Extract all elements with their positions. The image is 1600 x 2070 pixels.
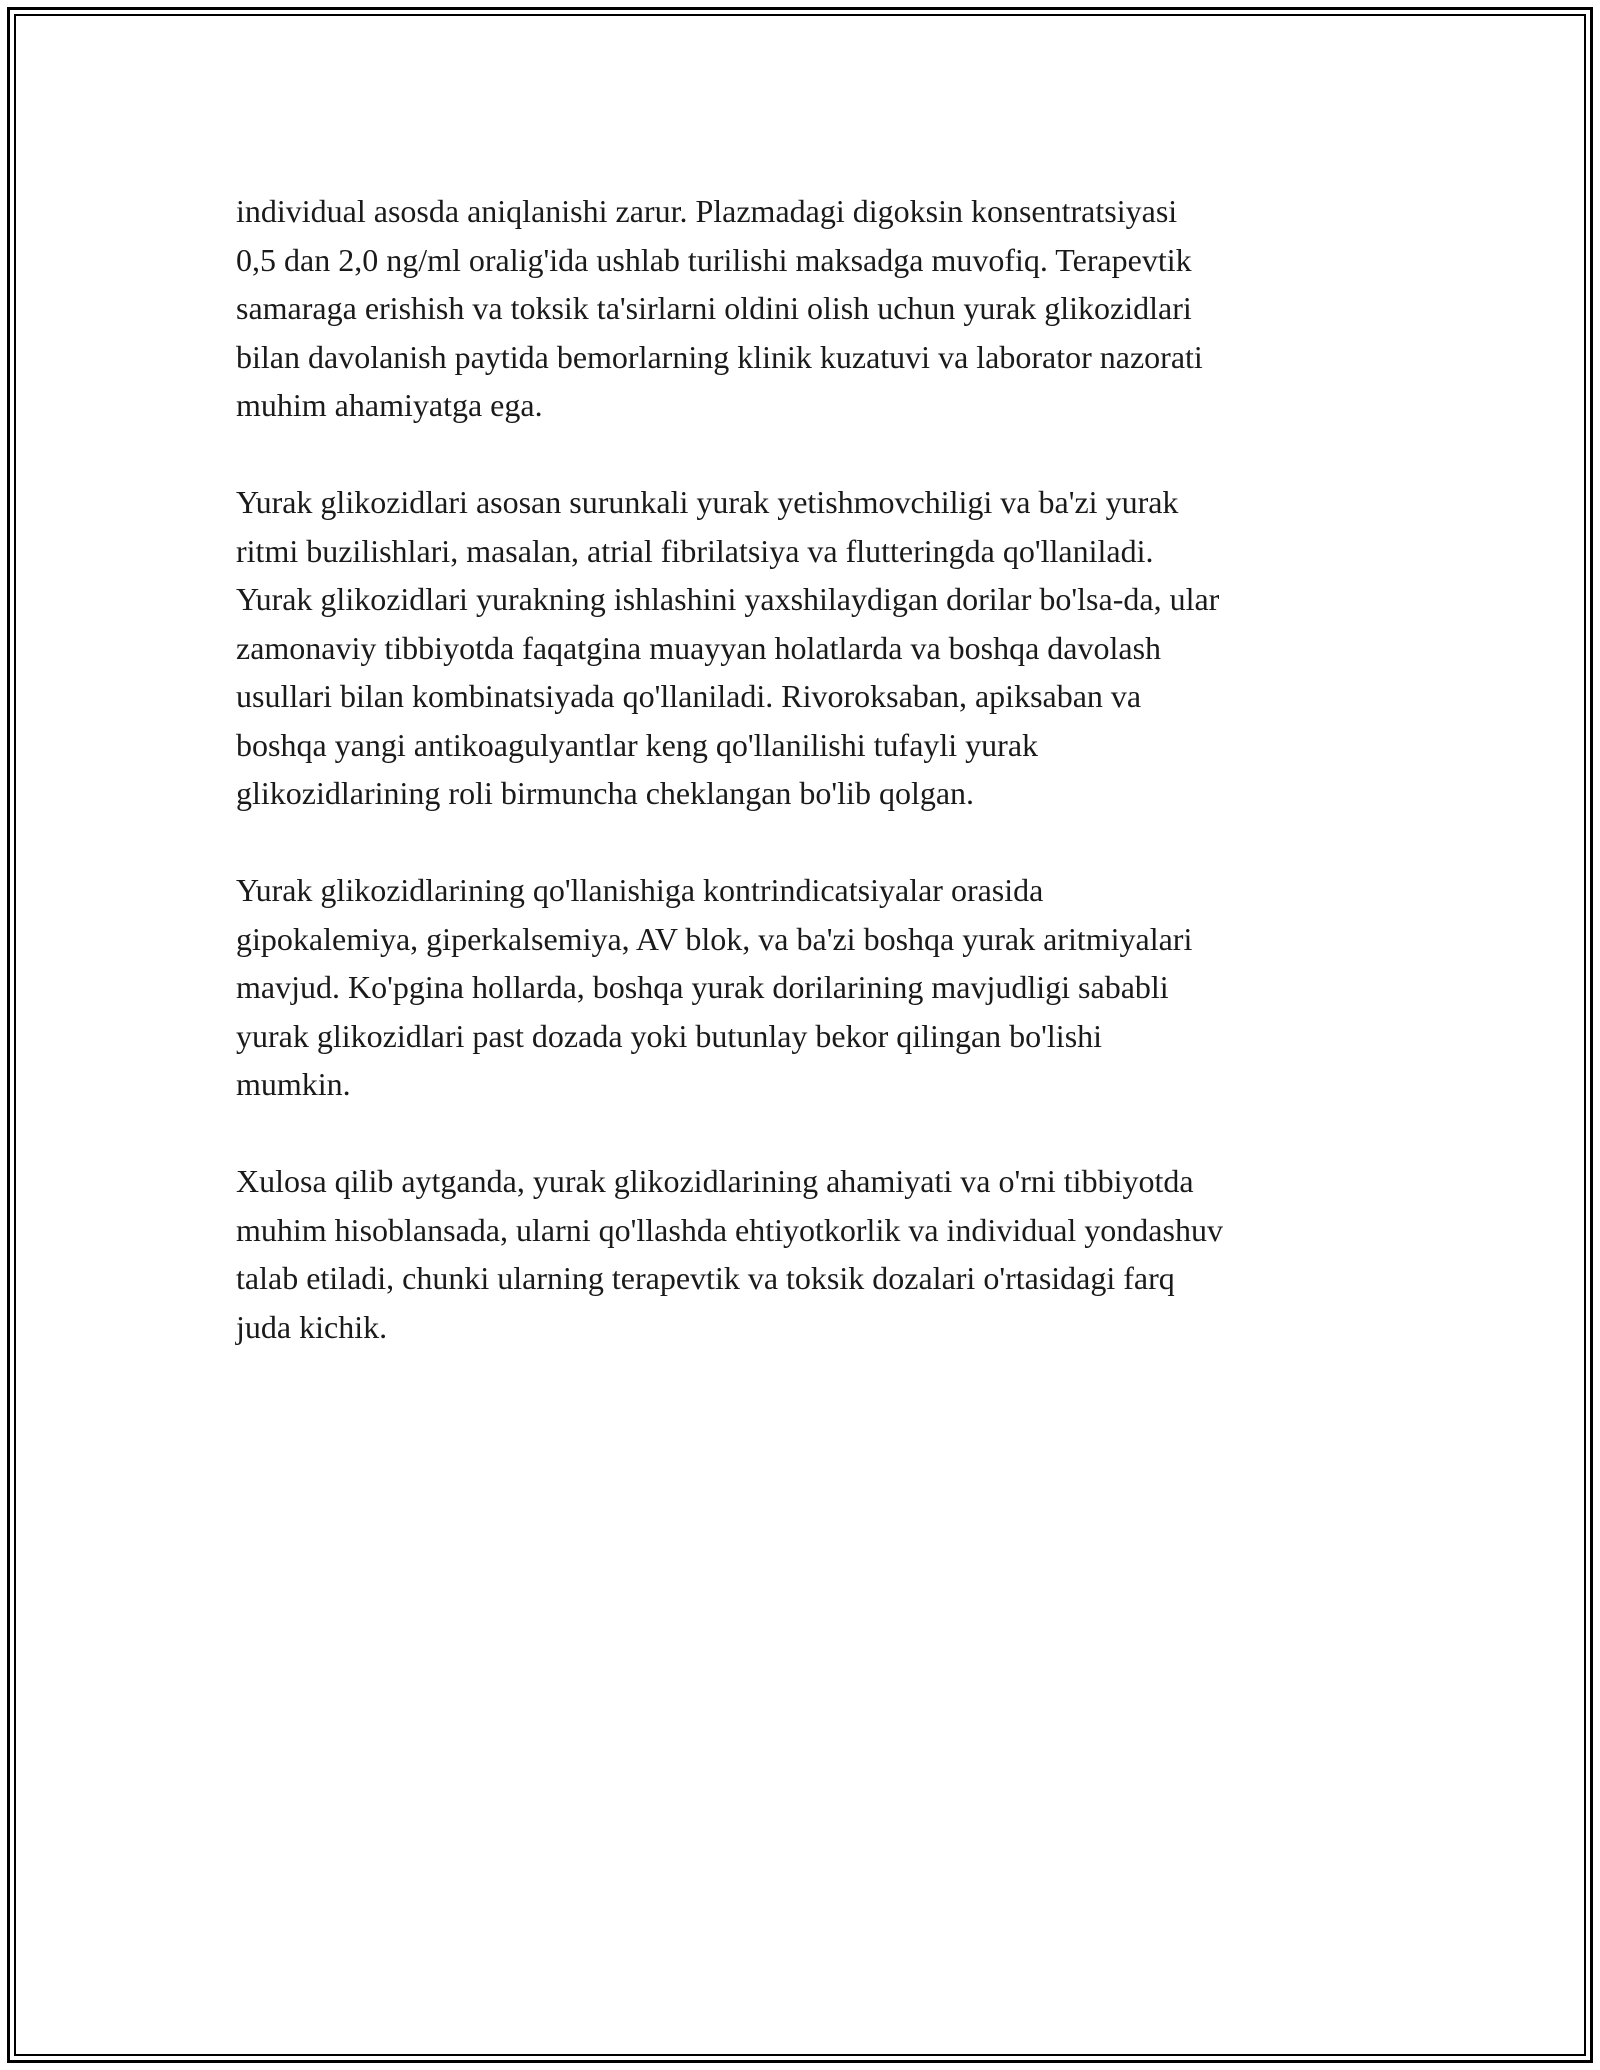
text-line: 0,5 dan 2,0 ng/ml oralig'ida ushlab turilishi maksadga muvofiq. Terapevtik (236, 241, 1192, 278)
text-line: zamonaviy tibbiyotda faqatgina muayyan holatlarda va boshqa davolash (236, 629, 1162, 666)
text-line: usullari bilan kombinatsiyada qo'llaniladi. Rivoroksaban, apiksaban va (236, 678, 1142, 714)
paragraph-dosage (236, 187, 1376, 430)
text-line: Xulosa qilib aytganda, yurak glikozidlarining ahamiyati va o'rni tibbiyotda (236, 1163, 1194, 1199)
text-line: muhim hisoblansada, ularni qo'llashda ehtiyotkorlik va individual yondashuv (236, 1211, 1223, 1248)
paragraph-conclusion (236, 1157, 1376, 1351)
text-line: Yurak glikozidlari asosan surunkali yurak yetishmovchiligi va ba'zi yurak (236, 484, 1179, 520)
text-line: yurak glikozidlari past dozada yoki butunlay bekor qilingan bo'lishi (236, 1017, 1103, 1054)
text-line: Yurak glikozidlari yurakning ishlashini yaxshilaydigan dorilar bo'lsa-da, ular (236, 581, 1220, 617)
text-line: ritmi buzilishlari, masalan, atrial fibrilatsiya va flutteringda qo'llaniladi. (236, 532, 1154, 569)
text-line: individual asosda aniqlanishi zarur. Plazmadagi digoksin konsentratsiyasi (236, 193, 1178, 229)
text-line: talab etiladi, chunki ularning terapevtik va toksik dozalari o'rtasidagi farq (236, 1260, 1175, 1296)
text-line: boshqa yangi antikoagulyantlar keng qo'llanilishi tufayli yurak (236, 726, 1039, 763)
paragraph-indications (236, 478, 1376, 818)
text-line: juda kichik. (236, 1308, 388, 1345)
text-line: bilan davolanish paytida bemorlarning klinik kuzatuvi va laborator nazorati (236, 338, 1203, 375)
text-line: Yurak glikozidlarining qo'llanishiga kontrindicatsiyalar orasida (236, 872, 1044, 908)
text-line: mumkin. (236, 1066, 351, 1102)
text-line: glikozidlarining roli birmuncha cheklangan bo'lib qolgan. (236, 775, 975, 811)
document-body (236, 187, 1376, 1351)
text-line: samaraga erishish va toksik ta'sirlarni oldini olish uchun yurak glikozidlari (236, 290, 1192, 326)
text-line: mavjud. Ko'pgina hollarda, boshqa yurak dorilarining mavjudligi sababli (236, 969, 1169, 1005)
paragraph-contraindications (236, 866, 1376, 1109)
text-line: muhim ahamiyatga ega. (236, 387, 543, 423)
text-line: gipokalemiya, giperkalsemiya, AV blok, va ba'zi boshqa yurak aritmiyalari (236, 920, 1193, 957)
